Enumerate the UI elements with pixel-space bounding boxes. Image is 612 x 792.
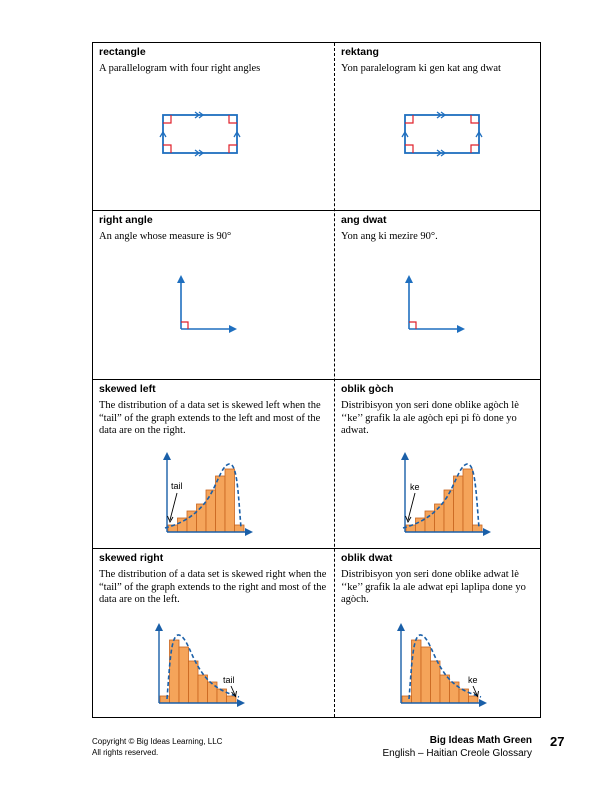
histogram-bar (444, 490, 454, 532)
definition-creole: Distribisyon yon seri done oblike adwat lè ‘‘ke’’ grafik la ale adwat epi laplipa done yo agòch. (341, 569, 526, 605)
term-english: rectangle (99, 46, 146, 58)
histogram-bar (459, 689, 469, 703)
term-creole: oblik gòch (341, 383, 394, 395)
histogram-bar (225, 469, 235, 532)
glossary-row-skewed-left (93, 380, 540, 549)
english-cell (93, 380, 334, 548)
term-english: skewed right (99, 552, 164, 564)
english-cell (93, 549, 334, 719)
tail-label: ke (468, 675, 478, 685)
definition-creole: Yon ang ki mezire 90°. (341, 231, 438, 242)
skewed-right-histogram (393, 621, 493, 711)
histogram-bar (179, 647, 189, 703)
creole-cell (335, 43, 540, 210)
rights-text: All rights reserved. (92, 748, 159, 757)
definition-creole: Yon paralelogram ki gen kat ang dwat (341, 63, 501, 74)
histogram-bar (206, 490, 216, 532)
footer-copyright (92, 736, 222, 758)
tail-label: ke (410, 482, 420, 492)
copyright-text: Copyright © Big Ideas Learning, LLC (92, 737, 223, 746)
skewed-left-histogram (159, 450, 259, 540)
definition-english: An angle whose measure is 90° (99, 231, 232, 242)
glossary-table (92, 42, 541, 718)
term-english: right angle (99, 214, 153, 226)
tail-label: tail (171, 481, 183, 491)
histogram-bar (189, 661, 199, 703)
english-cell (93, 43, 334, 210)
creole-cell (335, 380, 540, 548)
creole-cell (335, 549, 540, 719)
histogram-bar (473, 525, 483, 532)
histogram-bar (217, 689, 227, 703)
histogram-bar (160, 696, 170, 703)
histogram-bar (450, 682, 460, 703)
histogram-bar (208, 682, 218, 703)
creole-cell (335, 211, 540, 379)
glossary-row-skewed-right (93, 549, 540, 719)
term-creole: rektang (341, 46, 379, 58)
definition-english: The distribution of a data set is skewed left when the “tail” of the graph extends to the left and most of the data are on the right. (99, 400, 321, 436)
histogram-bar (421, 647, 431, 703)
english-cell (93, 211, 334, 379)
glossary-row-right-angle (93, 211, 540, 380)
footer-book-info (382, 734, 532, 760)
skewed-left-histogram (397, 450, 497, 540)
term-english: skewed left (99, 383, 156, 395)
definition-english: The distribution of a data set is skewed right when the “tail” of the graph extends to the right and most of the data are on the left. (99, 569, 327, 605)
histogram-bar (463, 469, 473, 532)
histogram-bar (425, 511, 435, 532)
histogram-bar (227, 696, 237, 703)
histogram-bar (469, 696, 479, 703)
rectangle-figure (403, 113, 483, 158)
term-creole: ang dwat (341, 214, 387, 226)
histogram-bar (440, 675, 450, 703)
page-number: 27 (550, 734, 565, 749)
right-angle-figure (401, 271, 471, 341)
histogram-bars (402, 640, 478, 703)
term-creole: oblik dwat (341, 552, 393, 564)
right-angle-figure (173, 271, 243, 341)
histogram-bar (187, 511, 197, 532)
histogram-bar (216, 476, 226, 532)
definition-english: A parallelogram with four right angles (99, 63, 261, 74)
book-title: Big Ideas Math Green (429, 735, 532, 746)
histogram-bar (402, 696, 412, 703)
glossary-row-rectangle (93, 43, 540, 211)
definition-creole: Distribisyon yon seri done oblike agòch lè ‘‘ke’’ grafik la ale agòch epi pi fò done yo adwat. (341, 400, 519, 436)
histogram-bar (431, 661, 441, 703)
histogram-bar (198, 675, 208, 703)
histogram-bar (454, 476, 464, 532)
histogram-bar (235, 525, 245, 532)
glossary-title: English – Haitian Creole Glossary (382, 748, 532, 759)
tail-label: tail (223, 675, 235, 685)
rectangle-figure (161, 113, 241, 158)
skewed-right-histogram (151, 621, 251, 711)
histogram-bars (160, 640, 236, 703)
